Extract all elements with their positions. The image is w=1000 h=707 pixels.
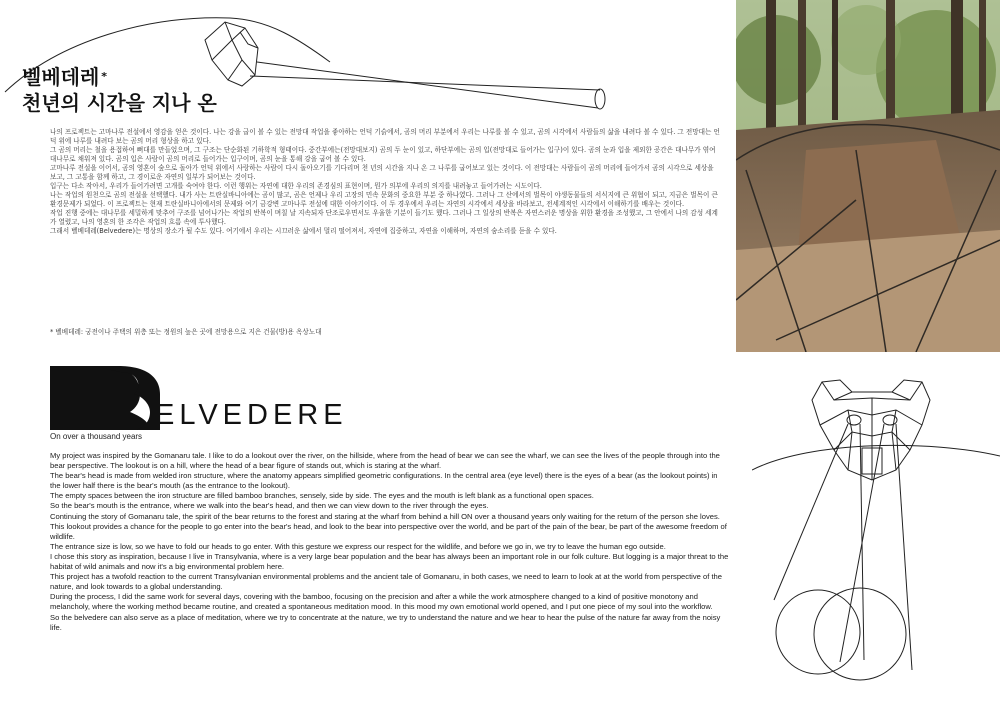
korean-paragraph: 고마나루 전설을 이어서, 곰의 영혼이 숲으로 돌아가 언덕 위에서 사랑하는 사람이 다시 돌아오기를 기다리며 천 년의 시간을 지나 온 그 나루를 굽어보고 있는 것이다. 이 전망대는 사람들이 곰의 머리에 들어가서 곰의 시각으로 세상을 보고, 그 고통을 함께 하고, 그 경이로운 자연의 일부가 되어보는 것이다. (50, 164, 714, 181)
english-paragraph: The empty spaces between the iron structure are filled bamboo branches, sensely, side by side. The eyes and the mouth is left blank as a functional open spaces. (50, 491, 594, 501)
korean-title-mark: * (101, 70, 108, 83)
english-paragraph: So the bear's mouth is the entrance, where we walk into the bear's head, and then we can view down to the river through the eyes. (50, 501, 489, 511)
korean-footnote: * 벨베데레: 궁전이나 주택의 위층 또는 정원의 높은 곳에 전망용으로 지은 건물(방)용 옥상노대 (50, 328, 322, 336)
english-paragraph: I chose this story as inspiration, because I live in Transylvania, where is a very large bear population and the bear has always been an important role in our folk culture. But logging is a major threat to the habitat of wild animals and now it's a big environmental problem here. (50, 551, 729, 572)
korean-paragraph: 나는 작업의 원천으로 곰의 전설을 선택했다. 내가 사는 트란실바니아에는 곰이 많고, 곰은 언제나 우리 고장의 민속 문화의 중요한 부분 중 하나였다. 그러나 그 산에서의 벌목이 야생동물들의 서식지에 큰 위협이 되고, 지금은 벌목이 큰 환경문제가 되었다. 이 프로젝트는 현재 트란실바니아에서의 문제와 여기 금강변 고마나루 전설에 대한 이야기이다. 이 두 경우에서 우리는 자연의 시각에서 세상을 바라보고, 전세계적인 시각에서 이해하기를 배우는 것이다. (50, 191, 718, 208)
english-subtitle: On over a thousand years (50, 432, 143, 441)
korean-paragraph: 나의 프로젝트는 고마나루 전설에서 영감을 얻은 것이다. 나는 강을 굽이 볼 수 있는 전망대 작업을 좋아하는 언덕 기슭에서, 곰의 머리 부분에서 우리는 나루를 볼 수 있고, 곰의 시각에서 사람들의 삶을 내려다 볼 수 있다. 그 전망대는 언덕 위에 나루를 내려다 보는 곰의 머리 형상을 하고 있다. (50, 128, 720, 145)
english-paragraph: The bear's head is made from welded iron structure, where the anatomy appears simplified geometric configurations. In the central area (eye level) there is the eyes of a bear (as the lookout points) in the lower half there is the bear's mouth (as the entrance to the lookout). (50, 471, 718, 491)
english-paragraph: The entrance size is low, so we have to fold our heads to go enter. With this gesture we express our respect for the wildlife, and before we go in, we try to leave the human ego outside. (50, 541, 666, 551)
telescope-tube (250, 62, 605, 109)
english-paragraph: During the process, I did the same work for several days, covering with the bamboo, focusing on the precision and after a while the work atmosphere changed to a kind of positive monotony and melancholy, where the working method became routine, and created a spontaneous meditation mood. In this mood my own emotional world opened, and I put one piece of my soul into the workflow. (50, 592, 713, 612)
english-paragraph: My project was inspired by the Gomanaru tale. I like to do a lookout over the river, on the hillside, where from the head of bear we can see the wharf, we can see the lives of the people through into the bear perspective. The lookout is on a hill, where the head of a bear figure of stands out, which is staring at the wharf. (50, 451, 720, 471)
korean-paragraph: 작업 진행 중에는 대나무를 세밀하게 맞추어 구조를 넘어나가는 작업의 반복이 며칠 날 지속되자 단조로우면서도 우울한 기분이 들기도 했다. 그러나 그 일상의 반복은 자연스러운 명상을 위한 환경을 조성했고, 그 안에서 나의 감성 세계가 열렸고, 나의 영혼의 한 조각은 작업의 흐름 속에 투사했다. (50, 209, 718, 226)
korean-body (50, 128, 722, 236)
korean-paragraph: 그래서 벨베데레(Belvedere)는 명상의 장소가 될 수도 있다. 여기에서 우리는 시끄러운 삶에서 멀리 떨어져서, 자연에 집중하고, 자연을 이해하며, 자연의 숨소리를 듣을 수 있다. (50, 227, 557, 235)
korean-title (22, 64, 217, 116)
english-paragraph: This project has a twofold reaction to the current Transylvanian environmental problems and the ancient tale of Gomanaru, in both cases, we need to learn to look at at the world from perspective of the nature, and look towards to a global understanding. (50, 572, 722, 592)
english-body (50, 451, 730, 633)
english-paragraph: So the belvedere can also serve as a place of meditation, where we try to concentrate at the nature, we try to understand the nature and we hear to hear the pulse of the nature far away from the noisy life. (50, 612, 721, 632)
bear-front-wireframe-icon (752, 370, 1000, 690)
korean-paragraph: 입구는 다소 작아서, 우리가 들어가려면 고개를 숙여야 한다. 이런 행위는 자연에 대한 우리의 존경심의 표현이며, 뭔가 의부에 우리의 의지를 내려놓고 들어가려는 시도이다. (50, 182, 542, 190)
logo-word: ELVEDERE (155, 399, 348, 431)
english-paragraph: Continuing the story of Gomanaru tale, the spirit of the bear returns to the forest and staring at the wharf from behind a hill ON over a thousand years only waiting for the return of the person she loves. This lookout provides a chance for the people to go enter into the bear's head, and look to the bear into perspective over the world, and be part of the pain of the bear, be part of the awesome freedom of wildlife. (50, 511, 727, 541)
korean-paragraph: 그 곰의 머리는 철을 용접하여 뼈대를 만들었으며, 그 구조는 단순화된 기하학적 형태이다. 중간부에는(전망대보지) 곰의 두 눈이 있고, 하단부에는 곰의 입(전망대로 들어가는 입구)이 있다. 곰의 눈과 입을 제외한 공간은 대나무가 엮여 대나무로 채워져 있다. 곰의 입은 사람이 곰의 머리로 들어가는 입구이며, 곰의 눈을 통해 강을 굽어 볼 수 있다. (50, 146, 716, 163)
korean-title-line2: 천년의 시간을 지나 온 (22, 91, 217, 115)
korean-title-line1: 벨베데레 (22, 65, 100, 89)
forest-site-photo (736, 0, 1000, 352)
